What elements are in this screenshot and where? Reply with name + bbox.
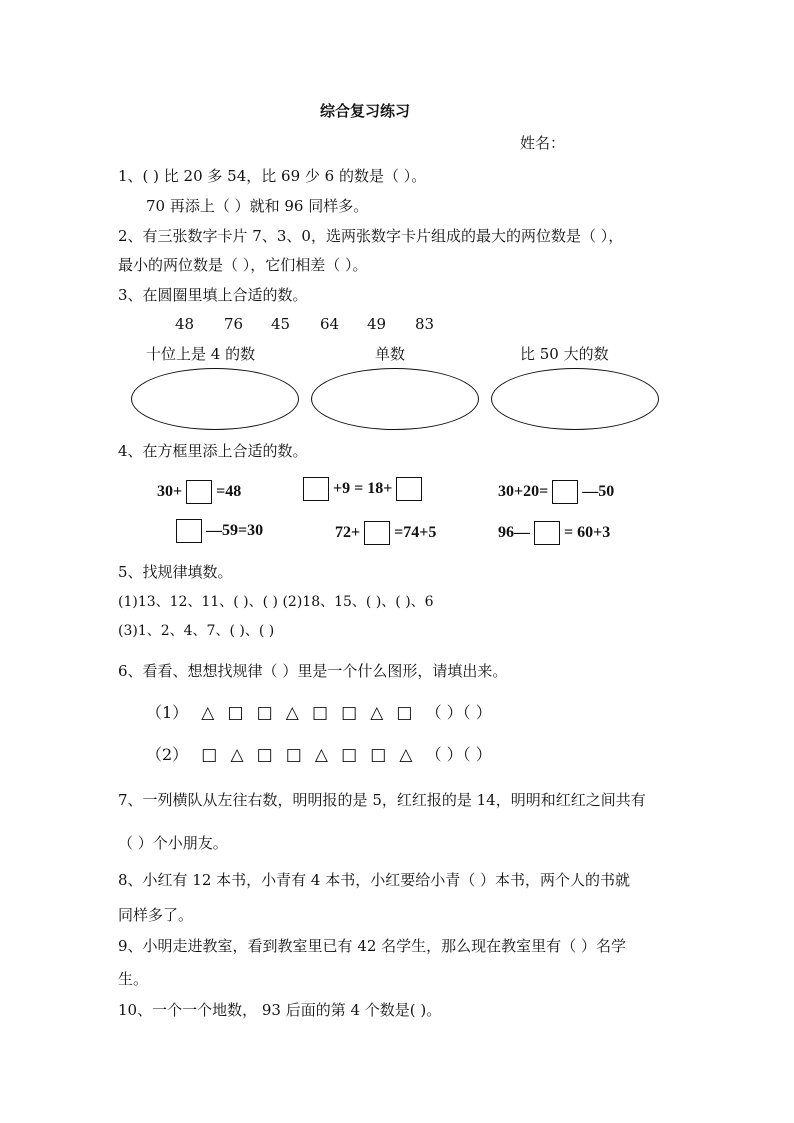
equation-1-left: 30+: [157, 483, 183, 500]
square-icon: □: [285, 745, 302, 765]
equation-3-right: —50: [582, 483, 615, 500]
question-2-line-2: 最小的两位数是（ ），它们相差（ ）。: [118, 256, 368, 274]
triangle-icon: △: [399, 745, 413, 765]
answer-box-7[interactable]: [534, 521, 560, 545]
answer-box-3[interactable]: [396, 477, 422, 501]
question-8-line-1: 8、小红有 12 本书，小青有 4 本书，小红要给小青（ ）本书，两个人的书就: [118, 871, 631, 889]
equation-4-right: —59=30: [206, 522, 264, 539]
q3-label-greater-50: 比 50 大的数: [520, 345, 609, 363]
square-icon: □: [227, 703, 244, 723]
question-9-line-2: 生。: [118, 970, 149, 988]
question-7-line-1: 7、一列横队从左往右数，明明报的是 5，红红报的是 14，明明和红红之间共有: [118, 791, 646, 809]
question-4-text: 4、在方框里添上合适的数。: [118, 442, 308, 460]
name-label: 姓名：: [520, 134, 566, 152]
square-icon: □: [341, 703, 358, 723]
q3-label-tens-4: 十位上是 4 的数: [146, 345, 256, 363]
triangle-icon: △: [285, 703, 299, 723]
equation-3-left: 30+20=: [498, 483, 549, 500]
square-icon: □: [201, 745, 218, 765]
equation-2: [303, 476, 422, 502]
answer-box-2[interactable]: [303, 477, 329, 501]
answer-ellipse-2[interactable]: [311, 368, 479, 430]
sequence-2-label: （2）: [146, 745, 189, 764]
sequence-1-blanks[interactable]: （ ）（ ）: [425, 703, 492, 722]
square-icon: □: [370, 745, 387, 765]
equation-6-left: 96—: [498, 524, 530, 541]
square-icon: □: [256, 745, 273, 765]
equation-5: [335, 520, 436, 546]
question-8-line-2: 同样多了。: [118, 906, 194, 924]
question-3-text: 3、在圆圈里填上合适的数。: [118, 286, 308, 304]
question-10-line-1: 10、一个一个地数， 93 后面的第 4 个数是( )。: [118, 1001, 442, 1019]
q3-label-odd: 单数: [375, 345, 406, 363]
answer-box-6[interactable]: [364, 521, 390, 545]
question-5-line-1: (1)13、12、11、( )、( ) (2)18、15、( )、( )、6: [118, 594, 434, 610]
equation-2-middle: +9 = 18+: [333, 480, 393, 497]
equation-6-right: = 60+3: [564, 524, 611, 541]
answer-box-4[interactable]: [552, 480, 578, 504]
question-1-line-1: 1、( ) 比 20 多 54，比 69 少 6 的数是（ ）。: [118, 167, 427, 185]
equation-1: [157, 479, 241, 505]
question-1-line-2: 70 再添上（ ）就和 96 同样多。: [146, 197, 369, 215]
question-2-line-1: 2、有三张数字卡片 7、3、0，选两张数字卡片组成的最大的两位数是（ ），: [118, 227, 624, 245]
question-6-text: 6、看看、想想找规律（ ）里是一个什么图形，请填出来。: [118, 662, 508, 680]
q3-number-3: 45: [271, 315, 291, 333]
question-5-line-2: (3)1、2、4、7、( )、( ): [118, 623, 275, 639]
q3-number-6: 83: [415, 315, 435, 333]
square-icon: □: [256, 703, 273, 723]
square-icon: □: [396, 703, 413, 723]
sequence-2-blanks[interactable]: （ ）（ ）: [425, 745, 492, 764]
page-title: 综合复习练习: [320, 102, 411, 120]
shape-sequence-1: [146, 701, 500, 725]
square-icon: □: [311, 703, 328, 723]
shape-sequence-2: [146, 743, 500, 767]
equation-5-right: =74+5: [394, 524, 437, 541]
question-5-text: 5、找规律填数。: [118, 563, 233, 581]
equation-3: [498, 479, 614, 505]
equation-4: [176, 518, 263, 544]
triangle-icon: △: [230, 745, 244, 765]
equation-1-right: =48: [216, 483, 242, 500]
q3-number-2: 76: [224, 315, 244, 333]
answer-box-1[interactable]: [186, 480, 212, 504]
triangle-icon: △: [370, 703, 384, 723]
question-9-line-1: 9、小明走进教室，看到教室里已有 42 名学生，那么现在教室里有（ ）名学: [118, 937, 626, 955]
equation-6: [498, 520, 610, 546]
triangle-icon: △: [201, 703, 215, 723]
square-icon: □: [341, 745, 358, 765]
q3-number-4: 64: [320, 315, 340, 333]
sequence-1-label: （1）: [146, 703, 189, 722]
triangle-icon: △: [314, 745, 328, 765]
q3-number-1: 48: [175, 315, 195, 333]
question-7-line-2: （ ）个小朋友。: [118, 834, 228, 852]
q3-number-5: 49: [367, 315, 387, 333]
answer-box-5[interactable]: [176, 519, 202, 543]
answer-ellipse-1[interactable]: [131, 368, 299, 430]
answer-ellipse-3[interactable]: [491, 368, 659, 430]
equation-5-left: 72+: [335, 524, 361, 541]
